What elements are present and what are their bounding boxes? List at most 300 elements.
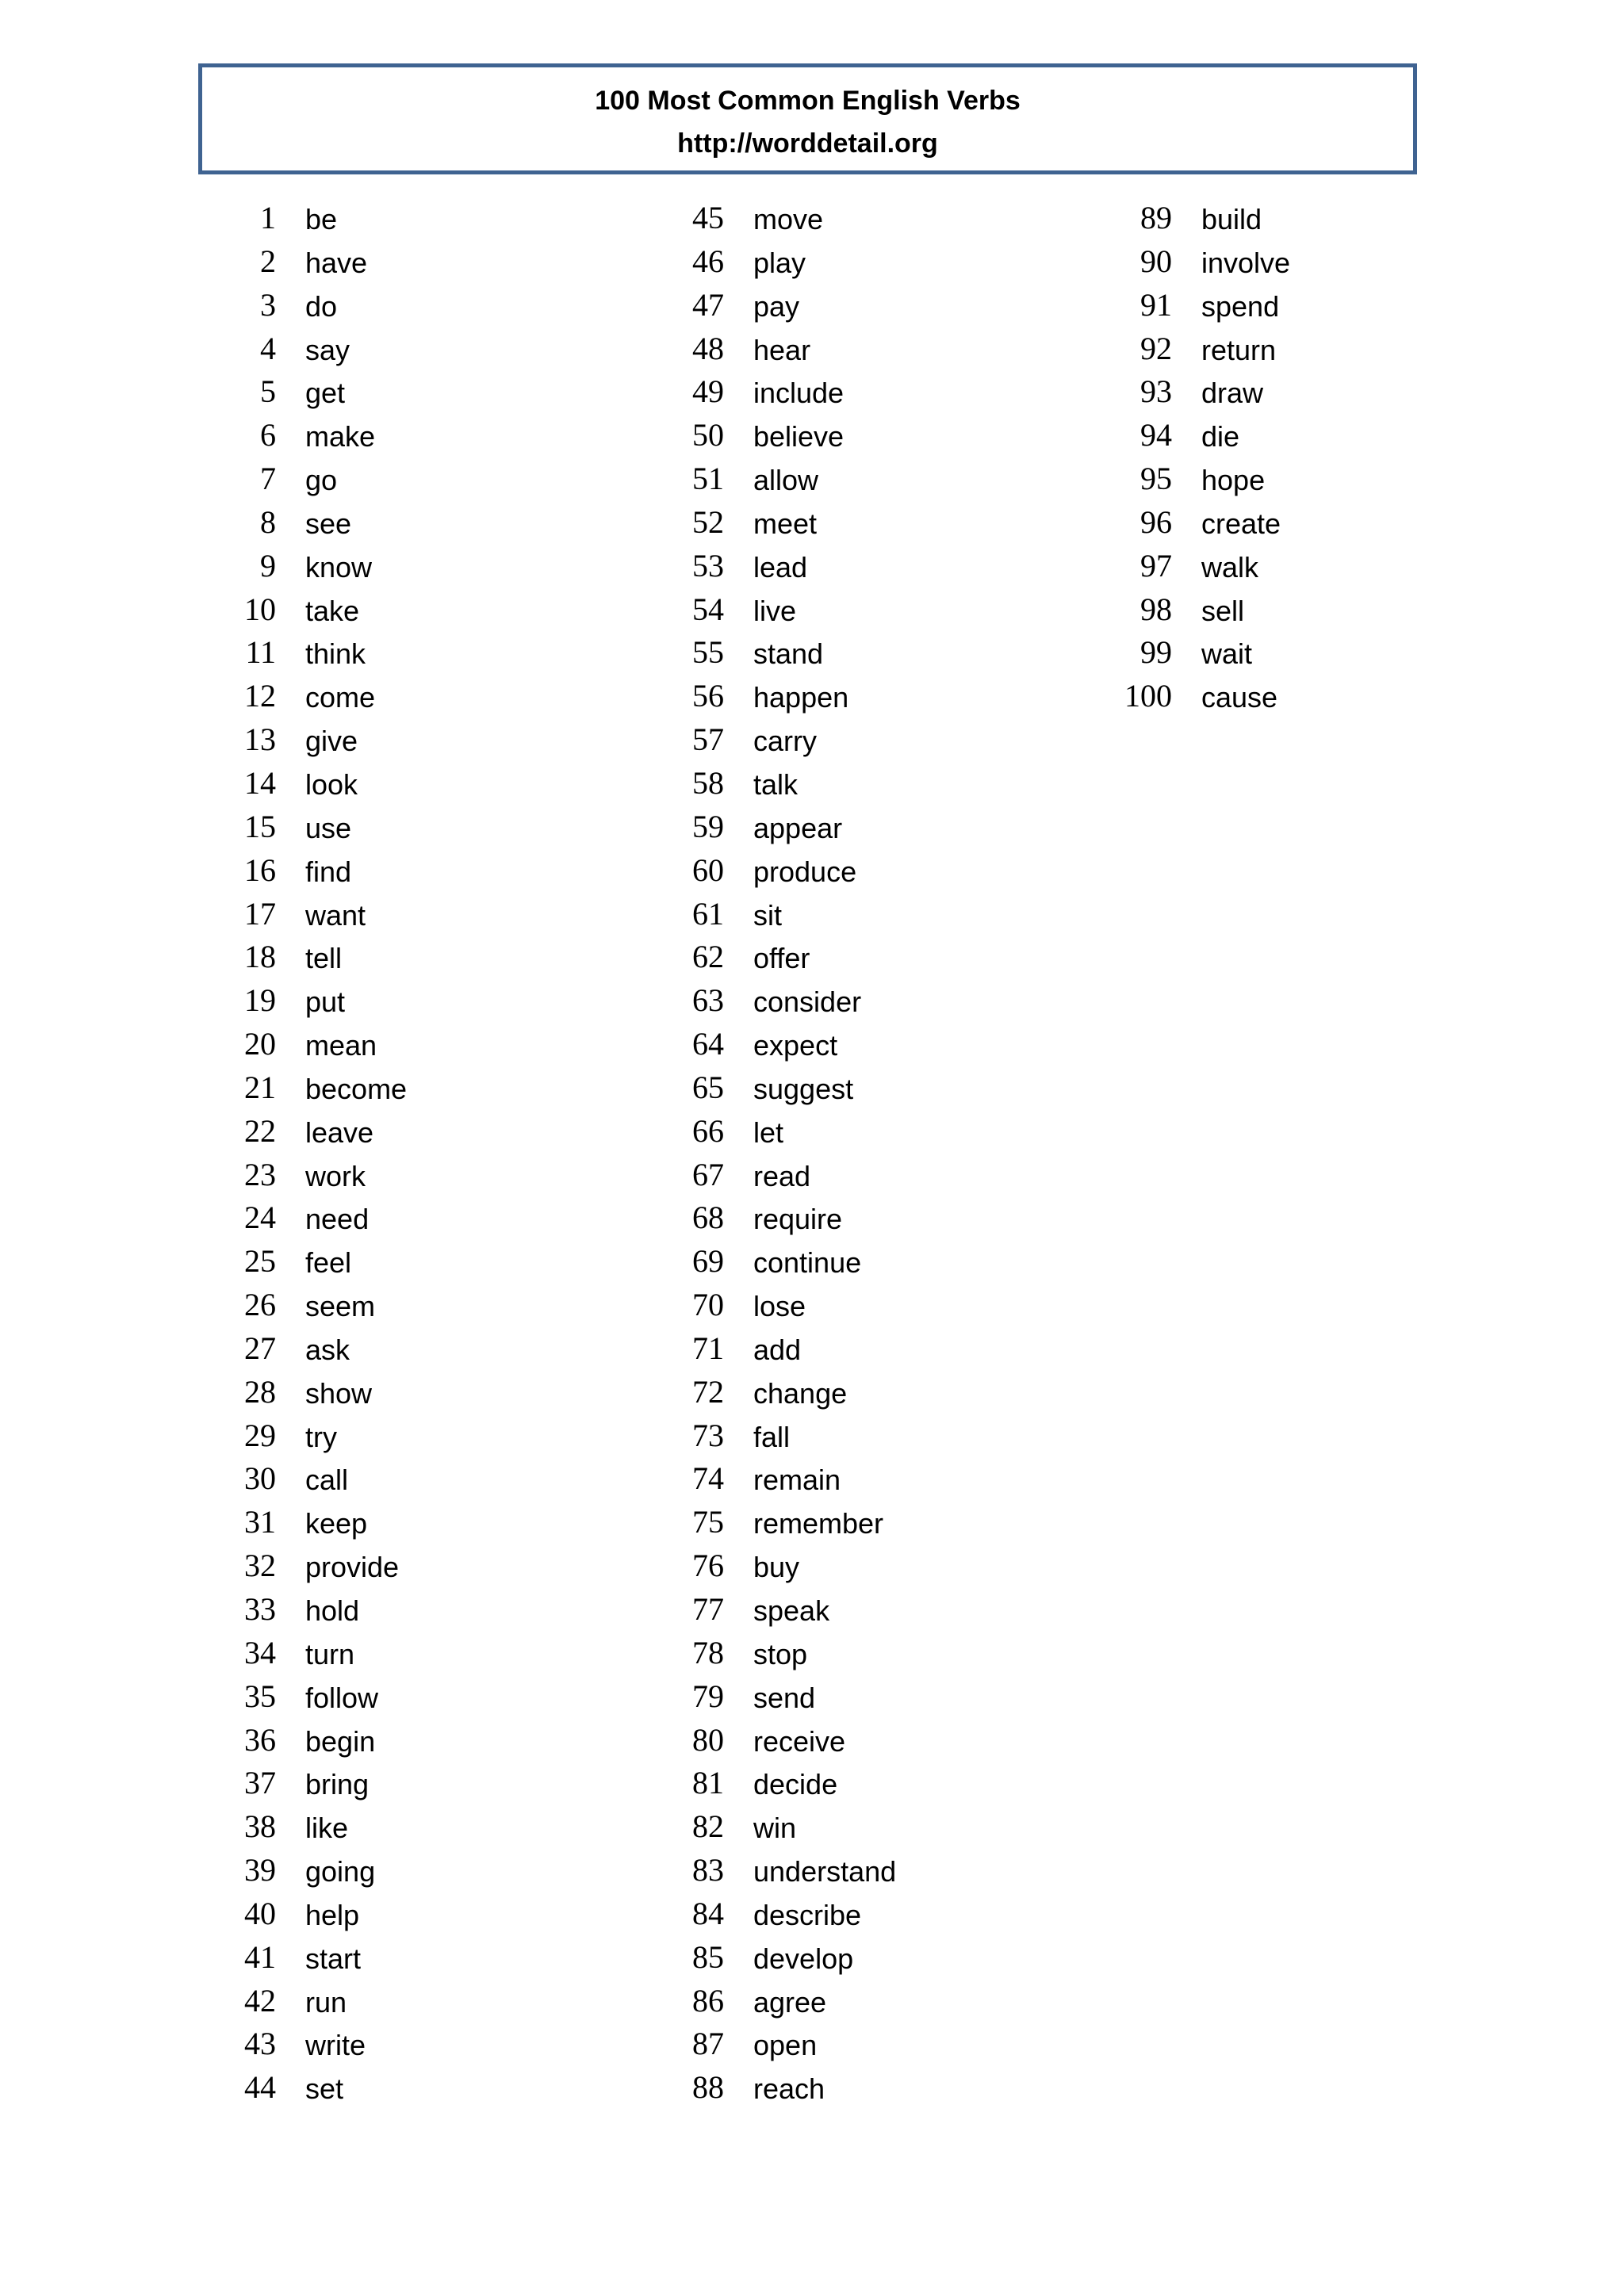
verb-word: talk	[753, 767, 799, 801]
verb-rank: 63	[692, 982, 724, 1019]
verb-rank: 69	[692, 1243, 724, 1280]
verb-rank: 40	[244, 1895, 276, 1931]
verb-rank: 22	[244, 1112, 276, 1149]
verb-rank: 100	[1124, 678, 1172, 714]
verb-row	[198, 762, 642, 806]
verb-word: decide	[753, 1768, 838, 1801]
verb-row	[1094, 197, 1538, 240]
verb-row	[198, 1501, 642, 1544]
verb-row	[646, 1849, 1090, 1892]
verb-word: read	[753, 1159, 811, 1192]
verb-rank: 4	[260, 330, 276, 366]
verb-word: write	[305, 2029, 366, 2062]
verb-row	[646, 718, 1090, 762]
verb-row	[1094, 631, 1538, 675]
verb-row	[646, 1980, 1090, 2023]
verb-rank: 82	[692, 1808, 724, 1845]
verb-rank: 71	[692, 1330, 724, 1366]
verb-row	[198, 1414, 642, 1458]
verb-word: become	[305, 1072, 408, 1105]
verb-word: offer	[753, 942, 810, 975]
verb-row	[646, 240, 1090, 284]
verb-rank: 39	[244, 1852, 276, 1888]
verb-word: let	[753, 1115, 784, 1149]
verb-rank: 37	[244, 1765, 276, 1801]
verb-rank: 43	[244, 2026, 276, 2062]
verb-word: require	[753, 1203, 843, 1236]
verb-row	[198, 370, 642, 414]
verb-row	[198, 1196, 642, 1240]
verb-word: believe	[753, 420, 845, 453]
verb-row	[646, 893, 1090, 936]
verb-word: going	[305, 1855, 376, 1888]
verb-rank: 83	[692, 1852, 724, 1888]
verb-word: think	[305, 637, 366, 671]
verb-rank: 11	[245, 634, 276, 671]
verb-rank: 3	[260, 286, 276, 323]
verb-row	[646, 1154, 1090, 1197]
verb-word: call	[305, 1464, 349, 1497]
verb-rank: 27	[244, 1330, 276, 1366]
verb-rank: 75	[692, 1504, 724, 1540]
verb-rank: 45	[692, 200, 724, 235]
verb-word: make	[305, 420, 376, 453]
verb-word: take	[305, 594, 360, 627]
verb-rank: 25	[244, 1243, 276, 1280]
verb-row	[198, 631, 642, 675]
verb-row	[646, 1066, 1090, 1110]
verb-word: feel	[305, 1246, 352, 1280]
verb-row	[198, 1936, 642, 1980]
verb-rank: 66	[692, 1112, 724, 1149]
verb-rank: 67	[692, 1156, 724, 1192]
verb-rank: 89	[1140, 200, 1172, 235]
verb-row	[198, 1762, 642, 1805]
verb-word: reach	[753, 2072, 825, 2106]
verb-rank: 77	[692, 1591, 724, 1627]
verb-word: describe	[753, 1898, 862, 1931]
verb-word: remember	[753, 1507, 884, 1540]
verb-word: lead	[753, 550, 808, 584]
verb-rank: 16	[244, 851, 276, 888]
verb-row	[646, 1284, 1090, 1327]
verb-word: change	[753, 1376, 848, 1410]
verb-rank: 78	[692, 1634, 724, 1670]
verb-row	[1094, 327, 1538, 371]
verb-rank: 38	[244, 1808, 276, 1845]
verb-row	[198, 1892, 642, 1936]
verb-rank: 84	[692, 1895, 724, 1931]
verb-word: hope	[1201, 464, 1266, 497]
verb-word: begin	[305, 1724, 376, 1758]
verb-word: agree	[753, 1985, 827, 2019]
verb-rank: 29	[244, 1417, 276, 1453]
verb-row	[646, 1632, 1090, 1675]
verb-rank: 94	[1140, 417, 1172, 453]
verb-row	[646, 327, 1090, 371]
verb-rank: 51	[692, 461, 724, 497]
verb-row	[646, 675, 1090, 718]
verb-rank: 2	[260, 243, 276, 279]
verb-word: allow	[753, 464, 819, 497]
verb-rank: 50	[692, 417, 724, 453]
verb-word: seem	[305, 1290, 376, 1323]
verb-row	[1094, 284, 1538, 327]
verb-row	[646, 979, 1090, 1023]
verb-row	[646, 545, 1090, 588]
verb-rank: 95	[1140, 461, 1172, 497]
verb-rank: 96	[1140, 503, 1172, 540]
verb-row	[646, 1327, 1090, 1371]
verb-word: stand	[753, 637, 824, 671]
verb-word: include	[753, 377, 845, 410]
verb-row	[646, 2066, 1090, 2110]
verb-rank: 20	[244, 1026, 276, 1062]
verb-rank: 31	[244, 1504, 276, 1540]
verb-row	[198, 718, 642, 762]
verb-row	[1094, 501, 1538, 545]
verb-word: continue	[753, 1246, 862, 1280]
verb-word: bring	[305, 1768, 370, 1801]
verb-rank: 15	[244, 808, 276, 844]
verb-row	[198, 675, 642, 718]
verb-word: produce	[753, 855, 857, 888]
verb-word: send	[753, 1681, 816, 1714]
verb-rank: 47	[692, 286, 724, 323]
verb-row	[198, 1371, 642, 1414]
verb-word: create	[1201, 507, 1281, 540]
verb-row	[198, 1980, 642, 2023]
verb-word: remain	[753, 1464, 841, 1497]
verb-row	[198, 806, 642, 849]
verb-word: set	[305, 2072, 344, 2106]
verb-row	[1094, 370, 1538, 414]
verb-row	[646, 1501, 1090, 1544]
verb-rank: 85	[692, 1938, 724, 1975]
verb-row	[646, 1892, 1090, 1936]
verb-rank: 72	[692, 1373, 724, 1410]
verb-word: walk	[1201, 550, 1259, 584]
verb-row	[198, 1632, 642, 1675]
verb-row	[646, 1240, 1090, 1284]
verb-row	[198, 1544, 642, 1588]
verb-word: get	[305, 377, 346, 410]
verb-word: keep	[305, 1507, 368, 1540]
verb-word: open	[753, 2029, 818, 2062]
verb-row	[198, 414, 642, 457]
verb-word: sit	[753, 898, 782, 932]
verb-word: receive	[753, 1724, 846, 1758]
verb-rank: 1	[260, 200, 276, 235]
verb-row	[646, 1371, 1090, 1414]
verb-rank: 41	[244, 1938, 276, 1975]
verb-word: meet	[753, 507, 818, 540]
verb-row	[198, 1023, 642, 1066]
verb-row	[198, 588, 642, 632]
verb-word: die	[1201, 420, 1240, 453]
verb-row	[646, 1023, 1090, 1066]
verb-row	[646, 1196, 1090, 1240]
verb-row	[646, 762, 1090, 806]
verb-word: look	[305, 767, 358, 801]
verb-row	[646, 414, 1090, 457]
verb-rank: 7	[260, 461, 276, 497]
verb-rank: 8	[260, 503, 276, 540]
verb-row	[198, 545, 642, 588]
verb-row	[198, 2066, 642, 2110]
verb-row	[198, 2022, 642, 2066]
verb-rank: 98	[1140, 591, 1172, 627]
verb-word: do	[305, 289, 338, 323]
verb-row	[1094, 414, 1538, 457]
verb-rank: 60	[692, 851, 724, 888]
verb-word: go	[305, 464, 338, 497]
verb-rank: 80	[692, 1721, 724, 1758]
verb-rank: 30	[244, 1460, 276, 1497]
verb-row	[198, 1719, 642, 1762]
verb-word: see	[305, 507, 352, 540]
verb-row	[646, 284, 1090, 327]
verb-word: know	[305, 550, 373, 584]
verb-rank: 88	[692, 2069, 724, 2106]
verb-column-1	[198, 197, 642, 2110]
verb-word: leave	[305, 1115, 374, 1149]
verb-rank: 58	[692, 764, 724, 801]
verb-word: work	[305, 1159, 366, 1192]
verb-row	[1094, 675, 1538, 718]
verb-word: like	[305, 1812, 349, 1845]
verb-word: appear	[753, 811, 843, 844]
verb-rank: 61	[692, 895, 724, 932]
verb-row	[198, 1849, 642, 1892]
verb-column-2	[646, 197, 1090, 2110]
verb-row	[646, 1805, 1090, 1849]
verb-rank: 73	[692, 1417, 724, 1453]
verb-row	[198, 1154, 642, 1197]
verb-rank: 28	[244, 1373, 276, 1410]
verb-word: expect	[753, 1029, 838, 1062]
verb-word: provide	[305, 1551, 400, 1584]
verb-rank: 33	[244, 1591, 276, 1627]
verb-row	[646, 1588, 1090, 1632]
verb-row	[198, 1588, 642, 1632]
verb-rank: 86	[692, 1982, 724, 2019]
verb-rank: 9	[260, 547, 276, 584]
verb-row	[198, 457, 642, 501]
verb-rank: 14	[244, 764, 276, 801]
verb-row	[646, 2022, 1090, 2066]
verb-rank: 44	[244, 2069, 276, 2106]
verb-row	[1094, 457, 1538, 501]
verb-rank: 13	[244, 721, 276, 758]
verb-word: hear	[753, 333, 811, 366]
verb-word: have	[305, 246, 368, 279]
verb-word: build	[1201, 203, 1262, 235]
verb-rank: 79	[692, 1678, 724, 1714]
verb-word: want	[305, 898, 366, 932]
verb-rank: 76	[692, 1548, 724, 1584]
verb-rank: 93	[1140, 373, 1172, 410]
verb-rank: 10	[244, 591, 276, 627]
verb-row	[646, 1675, 1090, 1719]
verb-row	[1094, 240, 1538, 284]
verb-word: come	[305, 681, 376, 714]
verb-row	[646, 1719, 1090, 1762]
verb-rank: 23	[244, 1156, 276, 1192]
verb-row	[1094, 545, 1538, 588]
verb-row	[646, 501, 1090, 545]
verb-rank: 17	[244, 895, 276, 932]
verb-word: ask	[305, 1333, 350, 1366]
verb-row	[646, 936, 1090, 979]
verb-rank: 92	[1140, 330, 1172, 366]
verb-word: use	[305, 811, 352, 844]
verb-row	[198, 197, 642, 240]
verb-word: consider	[753, 985, 862, 1019]
verb-row	[646, 1762, 1090, 1805]
verb-word: cause	[1201, 681, 1278, 714]
verb-row	[198, 1110, 642, 1154]
verb-word: live	[753, 594, 797, 627]
verb-word: find	[305, 855, 352, 888]
verb-row	[198, 893, 642, 936]
verb-rank: 81	[692, 1765, 724, 1801]
verb-row	[198, 1240, 642, 1284]
verb-word: put	[305, 985, 346, 1019]
verb-row	[646, 457, 1090, 501]
verb-word: tell	[305, 942, 343, 975]
verb-rank: 35	[244, 1678, 276, 1714]
verb-word: hold	[305, 1594, 360, 1627]
verb-word: give	[305, 725, 358, 758]
verb-rank: 65	[692, 1069, 724, 1105]
verb-word: win	[753, 1812, 797, 1845]
verb-word: stop	[753, 1637, 808, 1670]
verb-word: pay	[753, 289, 800, 323]
verb-rank: 55	[692, 634, 724, 671]
source-url: http://worddetail.org	[677, 128, 938, 159]
verb-word: mean	[305, 1029, 377, 1062]
verb-rank: 56	[692, 678, 724, 714]
verb-word: run	[305, 1985, 347, 2019]
header-box	[198, 63, 1417, 174]
verb-row	[198, 979, 642, 1023]
verb-word: turn	[305, 1637, 355, 1670]
verb-row	[198, 936, 642, 979]
verb-row	[646, 1936, 1090, 1980]
verb-word: wait	[1201, 637, 1253, 671]
verb-rank: 49	[692, 373, 724, 410]
verb-row	[646, 849, 1090, 893]
verb-word: suggest	[753, 1072, 854, 1105]
verb-rank: 59	[692, 808, 724, 844]
verb-rank: 34	[244, 1634, 276, 1670]
verb-rank: 24	[244, 1200, 276, 1236]
verb-row	[198, 1457, 642, 1501]
verb-row	[1094, 588, 1538, 632]
verb-word: speak	[753, 1594, 830, 1627]
verb-row	[646, 1457, 1090, 1501]
verb-rank: 99	[1140, 634, 1172, 671]
verb-word: move	[753, 203, 824, 235]
verb-row	[646, 588, 1090, 632]
verb-rank: 32	[244, 1548, 276, 1584]
verb-rank: 46	[692, 243, 724, 279]
verb-row	[646, 806, 1090, 849]
verb-word: say	[305, 333, 350, 366]
verb-word: draw	[1201, 377, 1264, 410]
verb-rank: 26	[244, 1287, 276, 1323]
verb-word: be	[305, 203, 338, 235]
verb-word: try	[305, 1420, 337, 1453]
verb-row	[198, 501, 642, 545]
page-title: 100 Most Common English Verbs	[595, 86, 1021, 116]
verb-word: buy	[753, 1551, 800, 1584]
verb-word: involve	[1201, 246, 1291, 279]
verb-rank: 97	[1140, 547, 1172, 584]
verb-row	[198, 284, 642, 327]
verb-row	[198, 1327, 642, 1371]
verb-word: carry	[753, 725, 817, 758]
verb-rank: 5	[260, 373, 276, 410]
verb-word: follow	[305, 1681, 379, 1714]
verb-rank: 19	[244, 982, 276, 1019]
verb-word: develop	[753, 1942, 854, 1975]
verb-rank: 36	[244, 1721, 276, 1758]
verb-word: play	[753, 246, 806, 279]
verb-rank: 53	[692, 547, 724, 584]
verb-rank: 6	[260, 417, 276, 453]
verb-row	[646, 370, 1090, 414]
verb-row	[646, 1414, 1090, 1458]
verb-word: help	[305, 1898, 360, 1931]
verb-rank: 74	[692, 1460, 724, 1497]
verb-word: add	[753, 1333, 802, 1366]
verb-rank: 91	[1140, 286, 1172, 323]
verb-row	[198, 240, 642, 284]
verb-row	[198, 849, 642, 893]
verb-word: show	[305, 1376, 373, 1410]
verb-word: fall	[753, 1420, 791, 1453]
verb-row	[198, 1066, 642, 1110]
verb-rank: 90	[1140, 243, 1172, 279]
verb-row	[198, 327, 642, 371]
verb-rank: 54	[692, 591, 724, 627]
verb-row	[646, 197, 1090, 240]
verb-rank: 87	[692, 2026, 724, 2062]
verb-word: return	[1201, 333, 1277, 366]
verb-rank: 42	[244, 1982, 276, 2019]
verb-rank: 70	[692, 1287, 724, 1323]
verb-row	[198, 1805, 642, 1849]
verb-word: sell	[1201, 594, 1245, 627]
verb-rank: 18	[244, 939, 276, 975]
verb-rank: 52	[692, 503, 724, 540]
verb-rank: 48	[692, 330, 724, 366]
verb-row	[198, 1675, 642, 1719]
verb-word: lose	[753, 1290, 806, 1323]
verb-rank: 12	[244, 678, 276, 714]
verb-column-3	[1094, 197, 1538, 718]
verb-rank: 21	[244, 1069, 276, 1105]
verb-word: spend	[1201, 289, 1280, 323]
verb-word: need	[305, 1203, 370, 1236]
verb-row	[646, 631, 1090, 675]
verb-row	[198, 1284, 642, 1327]
verb-rank: 64	[692, 1026, 724, 1062]
verb-word: happen	[753, 681, 849, 714]
verb-row	[646, 1544, 1090, 1588]
